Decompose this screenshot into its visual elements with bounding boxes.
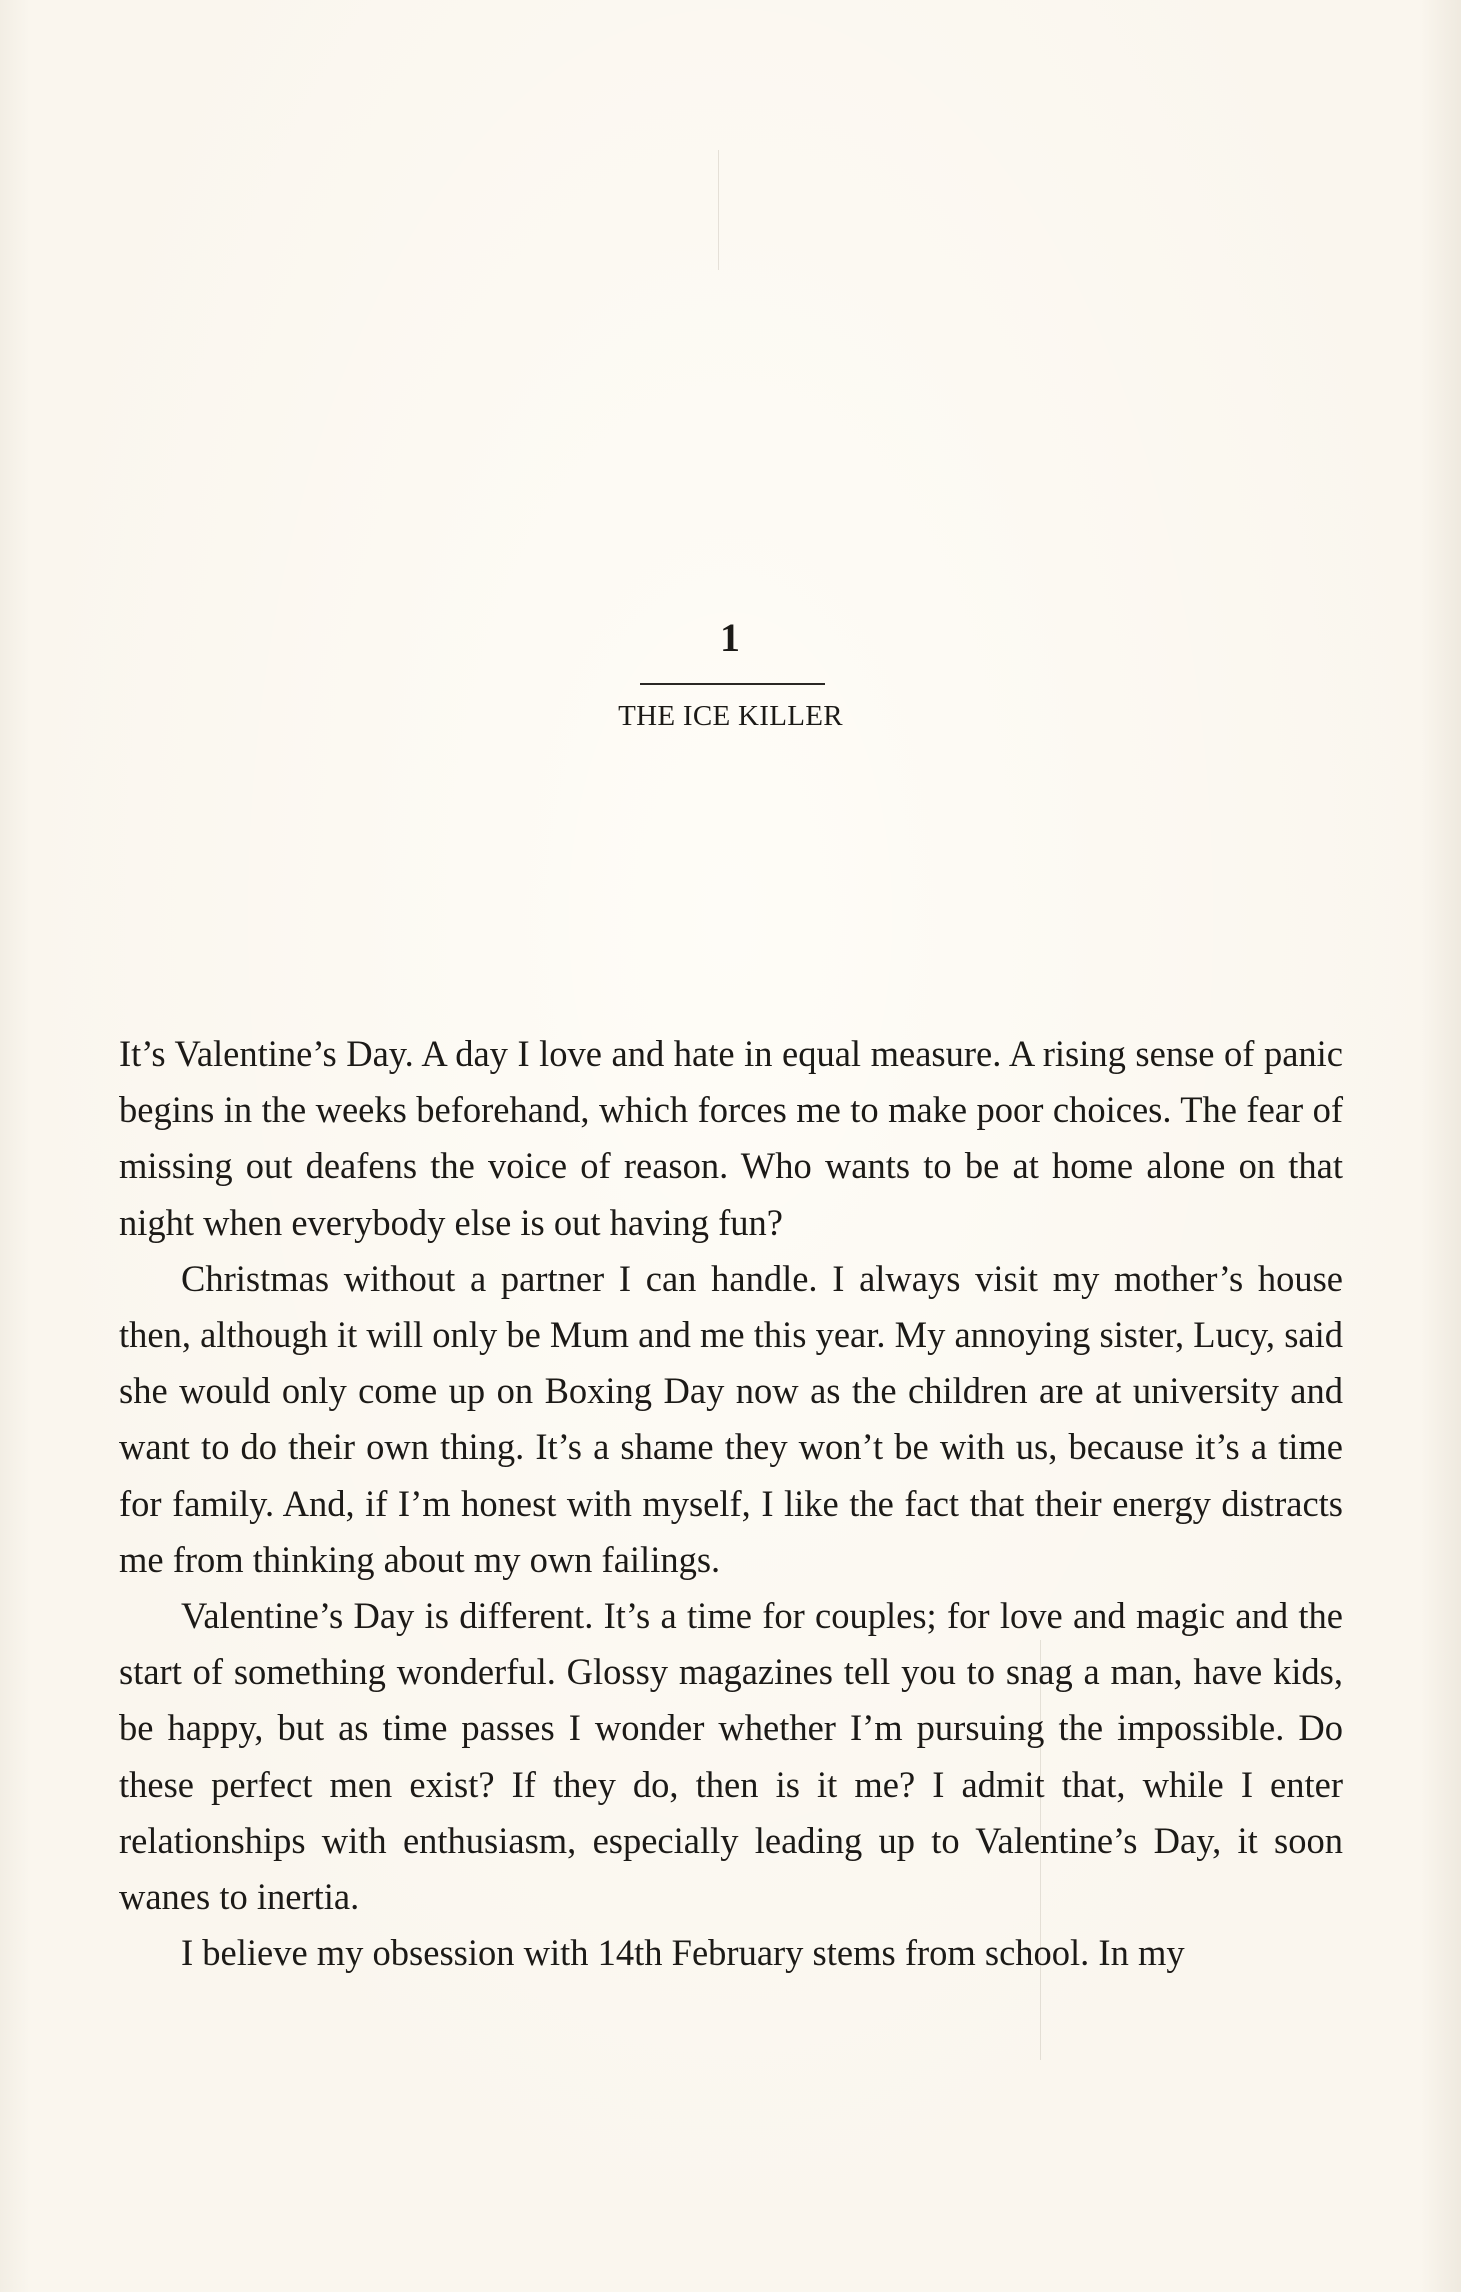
chapter-divider [640, 683, 825, 685]
paper-crease [718, 150, 719, 270]
paragraph: I believe my obsession with 14th February stems from school. In my [181, 1932, 1185, 1974]
paragraph: Valentine’s Day is different. It’s a time for couples; for love and magic and the start of something wonderful. Glossy magazines tell you to snag a man, have kids, be happy, but as time passes I wonder whether I’m pursuing the impossible. Do these perfect men exist? If they do, then is it me? I admit that, while I enter relationships with enthusiasm, especially leading up to Valentine’s Day, it soon wanes to inertia. [119, 1595, 1343, 1918]
paragraph: Christmas without a partner I can handle. I always visit my mother’s house then, although it will only be Mum and me this year. My annoying sister, Lucy, said she would only come up on Boxing Day now as the children are at university and want to do their own thing. It’s a shame they won’t be with us, because it’s a time for family. And, if I’m honest with myself, I like the fact that their energy distracts me from thinking about my own failings. [119, 1257, 1343, 1580]
chapter-number: 1 [720, 615, 741, 660]
chapter-title: THE ICE KILLER [618, 700, 843, 732]
paragraph: It’s Valentine’s Day. A day I love and hate in equal measure. A rising sense of panic begins in the weeks beforehand, which forces me to make poor choices. The fear of missing out deafens the voice of reason. Who wants to be at home alone on that night when everybody else is out having fun? [119, 1033, 1343, 1243]
chapter-body [119, 1026, 1343, 1981]
